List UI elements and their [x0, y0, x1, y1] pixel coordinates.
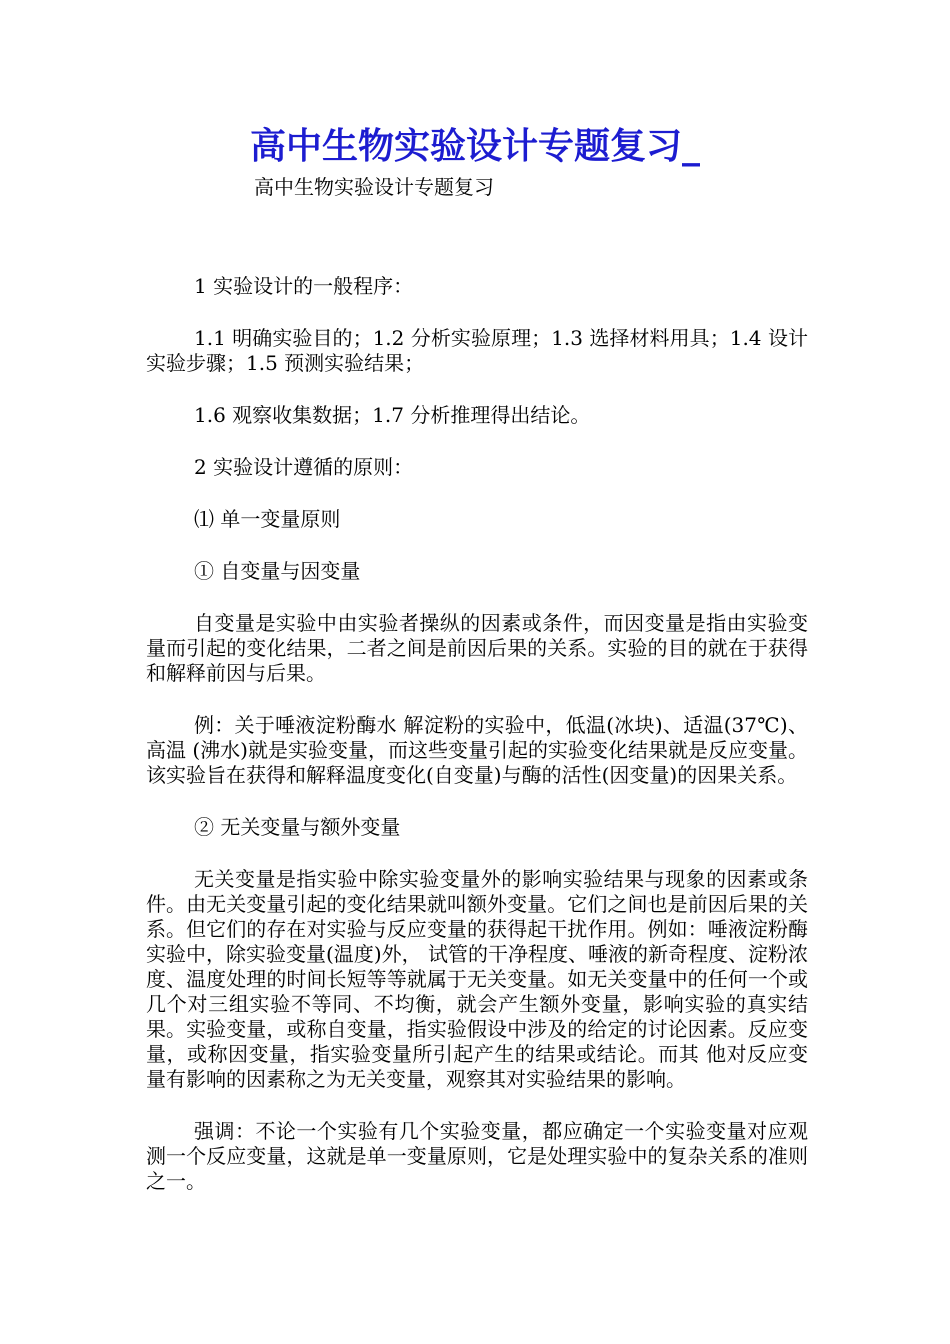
- paragraph-irrelevant-variable-text: 无关变量是指实验中除实验变量外的影响实验结果与现象的因素或条件。由无关变量引起的变化结果就叫额外变量。它们之间也是前因后果的关系。但它们的存在对实验与反应变量的获得起干扰作用。例如：唾液淀粉酶实验中，除实验变量(温度)外， 试管的干净程度、唾液的新奇程度、淀粉浓度、温度处理的时间长短等等就属于无关变量。如无关变量中的任何一个或几个对三组实验不等同、不均衡，就会产生额外变量，影响实验的真实结果。实验变量，或称自变量，指实验假设中涉及的给定的讨论因素。反应变量，或称因变量，指实验变量所引起产生的结果或结论。而其 他对反应变量有影响的因素称之为无关变量，观察其对实验结果的影响。: [146, 867, 808, 1091]
- document-title: 高中生物实验设计专题复习_: [249, 125, 700, 167]
- paragraph-irrelevant-variable-heading: ② 无关变量与额外变量: [194, 815, 401, 839]
- paragraph-emphasis: 强调：不论一个实验有几个实验变量，都应确定一个实验变量对应观测一个反应变量，这就是单一变量原则，它是处理实验中的复杂关系的准则之一。: [146, 1119, 808, 1193]
- paragraph-procedure-steps-cont: 1.6 观察收集数据；1.7 分析推理得出结论。: [194, 403, 591, 427]
- paragraph-independent-dependent-heading: ① 自变量与因变量: [194, 559, 361, 583]
- paragraph-example: 例：关于唾液淀粉酶水 解淀粉的实验中，低温(冰块)、适温(37℃)、高温 (沸水)就是实验变量，而这些变量引起的实验变化结果就是反应变量。该实验旨在获得和解释温度变化(自变量)与酶的活性(因变量)的因果关系。: [146, 713, 808, 787]
- document-subtitle: 高中生物实验设计专题复习: [254, 175, 494, 199]
- paragraph-principles-heading: 2 实验设计遵循的原则：: [194, 455, 414, 479]
- paragraph-single-variable-heading: ⑴ 单一变量原则: [194, 507, 341, 531]
- paragraph-procedure-steps: 1.1 明确实验目的；1.2 分析实验原理；1.3 选择材料用具；1.4 设计实验步骤；1.5 预测实验结果；: [146, 326, 808, 375]
- paragraph-procedure-heading: 1 实验设计的一般程序：: [194, 274, 414, 298]
- paragraph-independent-dependent-text: 自变量是实验中由实验者操纵的因素或条件，而因变量是指由实验变量而引起的变化结果，二者之间是前因后果的关系。实验的目的就在于获得和解释前因与后果。: [146, 611, 808, 685]
- document-body: [146, 274, 808, 1221]
